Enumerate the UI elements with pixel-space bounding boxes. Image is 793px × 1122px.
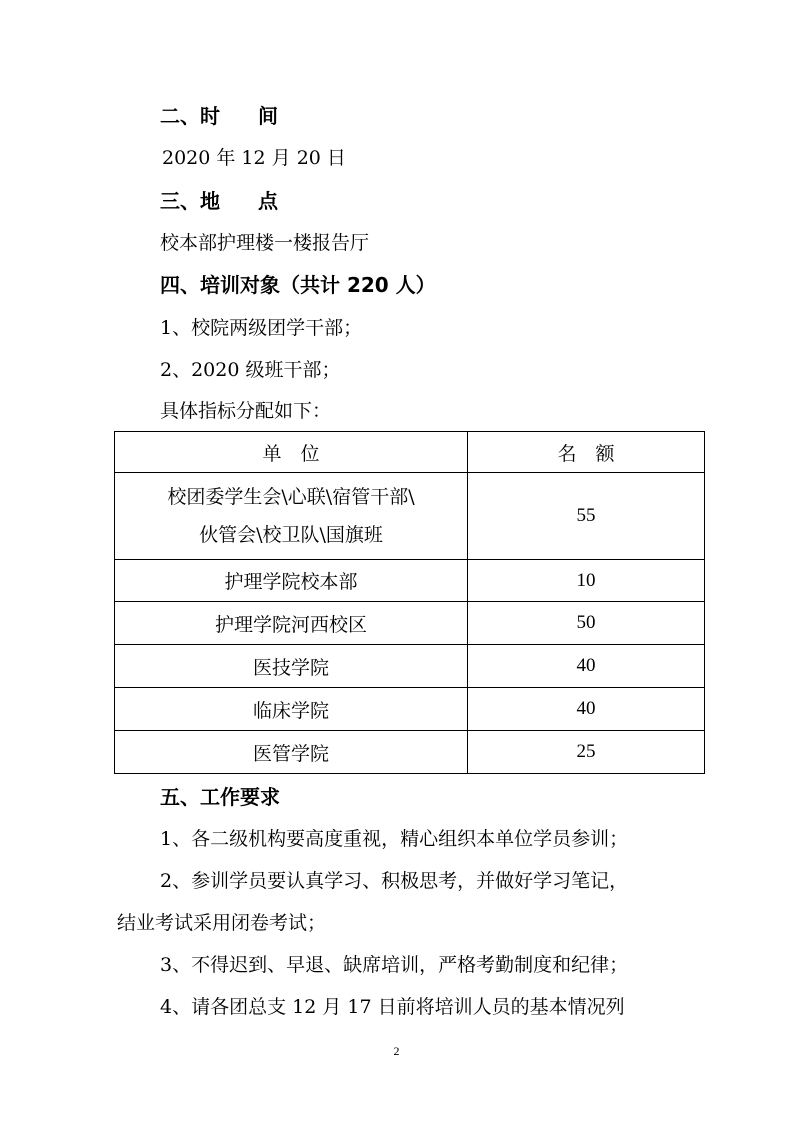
table-row xyxy=(115,560,705,602)
unit-line-1: 校团委学生会\心联\宿管干部\ xyxy=(167,486,415,508)
unit-cell: 护理学院河西校区 xyxy=(115,602,468,645)
unit-cell: 护理学院校本部 xyxy=(115,560,468,602)
section-place-number: 三、 xyxy=(160,189,200,213)
quota-cell: 50 xyxy=(468,602,705,645)
header-unit: 单 位 xyxy=(115,432,468,473)
section-time-heading xyxy=(160,104,278,128)
header-quota: 名 额 xyxy=(468,432,705,473)
section-time-value: 2020 年 12 月 20 日 xyxy=(162,147,346,169)
quota-cell: 10 xyxy=(468,560,705,602)
section-audience-heading: 四、培训对象（共计 220 人） xyxy=(160,273,436,297)
requirement-item-2: 2、参训学员要认真学习、积极思考，并做好学习笔记， xyxy=(160,870,629,892)
requirement-item-3: 3、不得迟到、早退、缺席培训，严格考勤制度和纪律； xyxy=(160,954,629,976)
requirement-item-2-cont: 结业考试采用闭卷考试； xyxy=(117,912,327,934)
unit-cell: 临床学院 xyxy=(115,688,468,731)
section-place-label-b: 点 xyxy=(258,189,278,213)
table-row xyxy=(115,645,705,688)
section-requirements-heading: 五、工作要求 xyxy=(160,785,280,809)
audience-item-2: 2、2020 级班干部； xyxy=(160,359,341,381)
quota-cell: 55 xyxy=(468,473,705,560)
audience-intro: 具体指标分配如下： xyxy=(160,400,332,422)
section-place-value: 校本部护理楼一楼报告厅 xyxy=(160,232,370,254)
section-place-label-a: 地 xyxy=(200,189,220,213)
section-time-label-b: 间 xyxy=(258,104,278,128)
unit-cell xyxy=(115,473,468,560)
quota-cell: 40 xyxy=(468,645,705,688)
section-time-label-a: 时 xyxy=(200,104,220,128)
unit-line-2: 伙管会\校卫队\国旗班 xyxy=(199,524,383,546)
requirement-item-4: 4、请各团总支 12 月 17 日前将培训人员的基本情况列 xyxy=(160,996,625,1018)
table-row xyxy=(115,731,705,774)
table-row xyxy=(115,473,705,560)
unit-cell: 医管学院 xyxy=(115,731,468,774)
table-row xyxy=(115,602,705,645)
quota-cell: 25 xyxy=(468,731,705,774)
unit-cell: 医技学院 xyxy=(115,645,468,688)
requirement-item-1: 1、各二级机构要高度重视，精心组织本单位学员参训； xyxy=(160,828,629,850)
allocation-table xyxy=(114,431,705,774)
table-header-row xyxy=(115,432,705,473)
section-place-heading xyxy=(160,189,278,213)
page-number: 2 xyxy=(393,1044,400,1058)
quota-cell: 40 xyxy=(468,688,705,731)
audience-item-1: 1、校院两级团学干部； xyxy=(160,317,363,339)
section-time-number: 二、 xyxy=(160,104,200,128)
table-row xyxy=(115,688,705,731)
